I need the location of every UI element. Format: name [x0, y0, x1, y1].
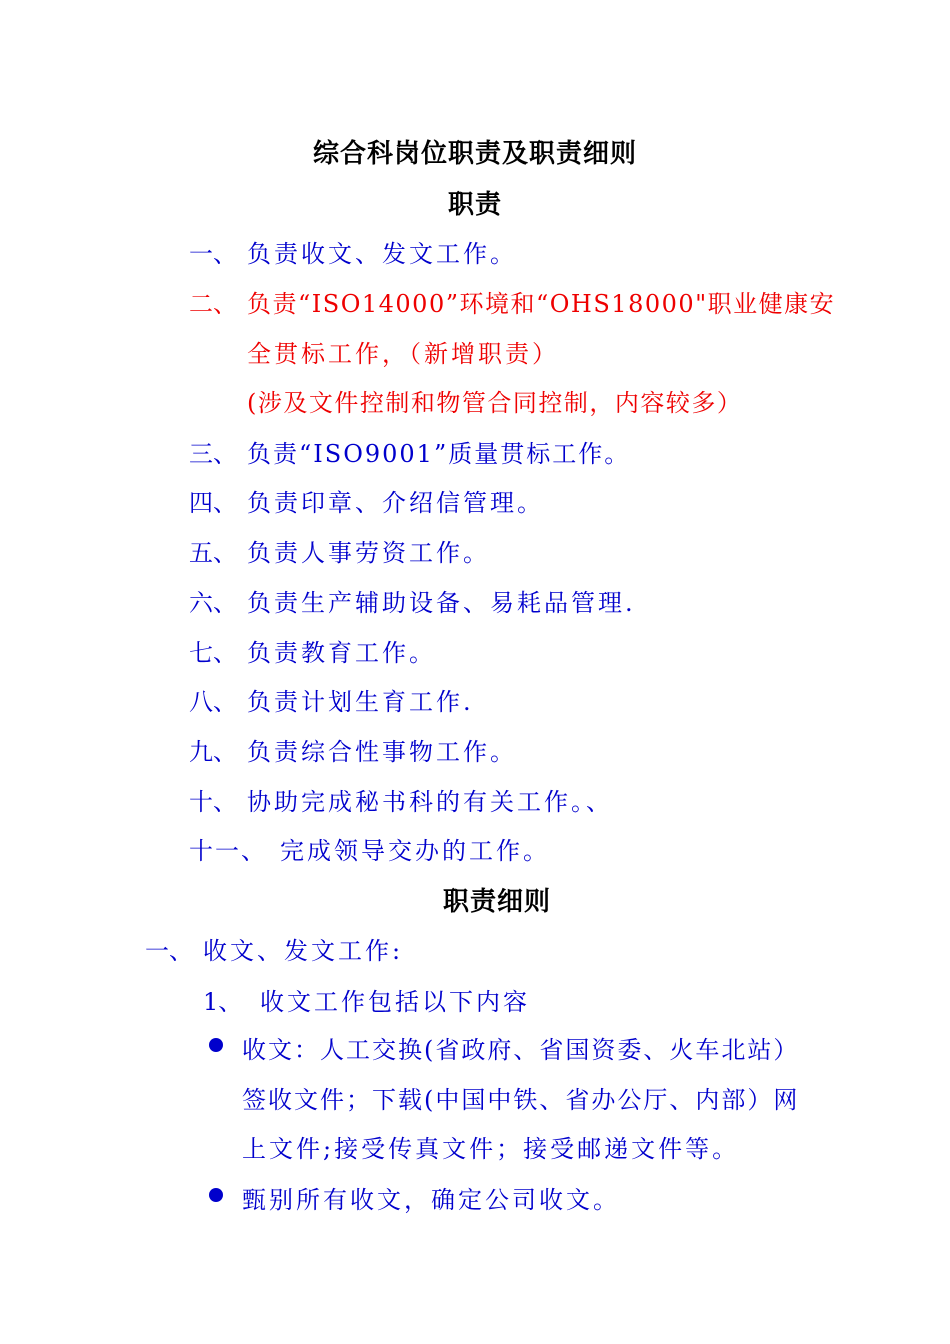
duty-text: 负责“ISO14000”环境和“OHS18000"职业健康安: [247, 290, 836, 318]
duty-text: 负责印章、介绍信管理。: [247, 489, 544, 517]
detail-number: 一、: [145, 937, 193, 965]
document-title: 综合科岗位职责及职责细则: [312, 139, 637, 169]
duty-number: 九、: [189, 738, 237, 766]
duty-number: 二、: [189, 290, 237, 318]
bullet-text-line2: 签收文件；下载(中国中铁、省办公厅、内部）网: [242, 1086, 800, 1114]
duty-text: 负责人事劳资工作。: [247, 539, 490, 567]
bullet-text-line3: 上文件;接受传真文件；接受邮递文件等。: [242, 1135, 740, 1163]
section-heading-duties: 职责: [447, 190, 502, 220]
duty-number: 五、: [189, 539, 237, 567]
duty-text-continued: 全贯标工作，（新增职责）: [247, 340, 559, 368]
duty-text: 负责生产辅助设备、易耗品管理.: [247, 589, 636, 617]
duty-number: 八、: [189, 688, 237, 716]
sub-text: 收文工作包括以下内容: [260, 988, 530, 1016]
duty-number: 七、: [189, 639, 237, 667]
duty-number: 十一、: [189, 837, 267, 865]
duty-text: 负责教育工作。: [247, 639, 436, 667]
bullet-icon: [209, 1038, 223, 1052]
sub-number: 1、: [203, 988, 243, 1016]
duty-text: 负责综合性事物工作。: [247, 738, 517, 766]
bullet-text-line1: 收文：人工交换(省政府、省国资委、火车北站）: [242, 1036, 800, 1064]
detail-heading: 收文、发文工作:: [203, 937, 404, 965]
duty-number: 三、: [189, 440, 237, 468]
duty-text: 协助完成秘书科的有关工作。、: [247, 788, 613, 816]
bullet-text-line1: 甄别所有收文，确定公司收文。: [242, 1186, 620, 1214]
duty-number: 六、: [189, 589, 237, 617]
duty-note: (涉及文件控制和物管合同控制，内容较多）: [247, 389, 743, 417]
duty-text: 负责收文、发文工作。: [247, 240, 517, 268]
section-heading-details: 职责细则: [442, 887, 551, 917]
duty-text: 负责“ISO9001”质量贯标工作。: [247, 440, 631, 468]
duty-number: 十、: [189, 788, 237, 816]
bullet-icon: [209, 1188, 223, 1202]
duty-text: 负责计划生育工作.: [247, 688, 474, 716]
duty-number: 四、: [189, 489, 237, 517]
duty-number: 一、: [189, 240, 237, 268]
duty-text: 完成领导交办的工作。: [280, 837, 550, 865]
